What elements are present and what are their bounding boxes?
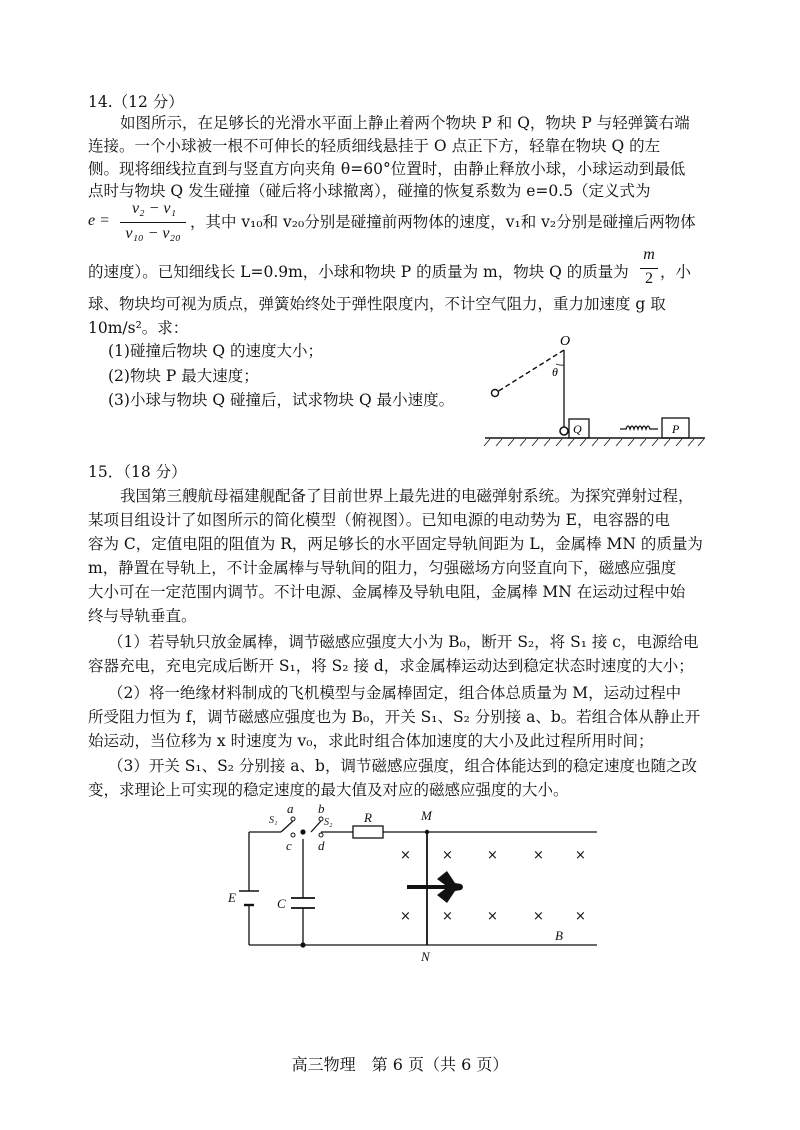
q15-sub-1a: （1）若导轨只放金属棒，调节磁感应强度大小为 B₀，断开 S₂，将 S₁ 接 c，电源给电 xyxy=(108,633,699,651)
q15-sub-2b: 所受阻力恒为 f，调节磁感应强度也为 B₀，开关 S₁、S₂ 分别接 a、b。若组合体从静止开 xyxy=(88,708,701,726)
eq-denominator: v₁₀ − v₂₀ xyxy=(125,225,181,242)
fig15-label-b: b xyxy=(318,801,325,816)
q15-line-1: 我国第三艘航母福建舰配备了目前世界上最先进的电磁弹射系统。为探究弹射过程， xyxy=(120,487,694,505)
q15-sub-1b: 容器充电，充电完成后断开 S₁，将 S₂ 接 d，求金属棒运动达到稳定状态时速度的大小； xyxy=(88,657,694,675)
q14-line-after-1: 球、物块均可视为质点，弹簧始终处于弹性限度内，不计空气阻力，重力加速度 g 取 xyxy=(88,295,666,313)
q14-line-mass: 的速度）。已知细线长 L=0.9m，小球和物块 P 的质量为 m，物块 Q 的质量为 xyxy=(88,263,629,281)
q15-sub-2c: 始运动，当位移为 x 时速度为 v₀，求此时组合体加速度的大小及此过程所用时间； xyxy=(88,732,654,750)
q15-circuit-figure xyxy=(225,795,605,965)
q14-line-2: 连接。一个小球被一根不可伸长的轻质细线悬挂于 O 点正下方，轻靠在物块 Q 的左 xyxy=(88,137,661,155)
fig14-label-theta: θ xyxy=(552,365,558,379)
fig15-label-d: d xyxy=(318,838,325,853)
fig15-label-B: B xyxy=(555,928,563,943)
q14-line-3: 侧。现将细线拉直到与竖直方向夹角 θ=60°位置时，由静止释放小球，小球运动到最低 xyxy=(88,160,686,178)
q14-line-1: 如图所示，在足够长的光滑水平面上静止着两个物块 P 和 Q，物块 P 与轻弹簧右端 xyxy=(120,114,690,132)
fig14-label-O: O xyxy=(560,334,571,349)
fig15-label-E: E xyxy=(228,890,236,905)
q15-header: 15．（18 分） xyxy=(88,463,187,481)
fig15-label-S2: S₂ xyxy=(324,817,333,828)
q15-line-3: 容为 C，定值电阻的阻值为 R，两足够长的水平固定导轨间距为 L，金属棒 MN 的质量为 xyxy=(88,535,703,553)
q14-sub-2: (2)物块 P 最大速度； xyxy=(108,367,259,385)
eq-fraction-bar xyxy=(120,222,186,223)
airplane-icon xyxy=(407,871,463,903)
mass-frac-bar xyxy=(640,268,658,269)
q15-line-5: 大小可在一定范围内调节。不计电源、金属棒及导轨电阻，金属棒 MN 在运动过程中始 xyxy=(88,583,686,601)
fig14-label-P: P xyxy=(672,422,680,436)
eq-lhs: e = xyxy=(88,212,110,229)
mass-frac-tail: ，小 xyxy=(660,263,692,281)
fig14-label-Q: Q xyxy=(573,422,582,436)
q14-line-after-2: 10m/s²。求： xyxy=(88,319,189,337)
q14-header: 14.（12 分） xyxy=(88,93,184,111)
q15-line-2: 某项目组设计了如图所示的简化模型（俯视图）。已知电源的电动势为 E，电容器的电 xyxy=(88,511,670,529)
q15-sub-3a: （3）开关 S₁、S₂ 分别接 a、b，调节磁感应强度，组合体能达到的稳定速度也随之改 xyxy=(108,757,697,775)
svg-text:×: × xyxy=(442,909,453,924)
svg-text:×: × xyxy=(442,848,453,863)
fig15-label-C: C xyxy=(277,896,286,911)
mass-frac-den: 2 xyxy=(645,270,653,287)
q14-sub-3: (3)小球与物块 Q 碰撞后，试求物块 Q 最小速度。 xyxy=(108,391,455,409)
fig15-label-c: c xyxy=(286,838,292,853)
q15-sub-2a: （2）将一绝缘材料制成的飞机模型与金属棒固定，组合体总质量为 M，运动过程中 xyxy=(108,684,682,702)
fig15-label-S1: S₁ xyxy=(269,815,278,826)
fig14-ball-bottom xyxy=(560,427,568,435)
mass-frac-num: m xyxy=(643,246,655,263)
fig15-label-N: N xyxy=(421,949,430,964)
q15-line-6: 终与导轨垂直。 xyxy=(88,607,197,625)
fig15-label-M: M xyxy=(421,808,432,823)
svg-text:×: × xyxy=(400,909,411,924)
svg-text:×: × xyxy=(400,848,411,863)
fig14-spring xyxy=(620,426,658,429)
svg-text:×: × xyxy=(575,909,586,924)
fig15-label-a: a xyxy=(287,801,294,816)
eq-tail: ，其中 v₁₀和 v₂₀分别是碰撞前两物体的速度，v₁和 v₂分别是碰撞后两物体 xyxy=(190,213,696,231)
svg-text:×: × xyxy=(533,909,544,924)
fig14-ground-hatch xyxy=(484,439,704,446)
eq-numerator: v₂ − v₁ xyxy=(131,200,177,217)
q14-sub-1: (1)碰撞后物块 Q 的速度大小； xyxy=(108,342,324,360)
q15-line-4: m，静置在导轨上，不计金属棒与导轨间的阻力，匀强磁场方向竖直向下，磁感应强度 xyxy=(88,559,677,577)
svg-text:×: × xyxy=(487,848,498,863)
svg-text:×: × xyxy=(487,909,498,924)
svg-text:×: × xyxy=(533,848,544,863)
q15-sub-3b: 变，求理论上可实现的稳定速度的最大值及对应的磁感应强度的大小。 xyxy=(88,781,569,799)
page-footer: 高三物理 第 6 页（共 6 页） xyxy=(291,1055,509,1074)
fig14-ball-initial xyxy=(492,390,499,397)
fig15-label-R: R xyxy=(364,810,372,825)
q14-line-4: 点时与物块 Q 发生碰撞（碰后将小球撤离），碰撞的恢复系数为 e=0.5（定义式为 xyxy=(88,182,651,200)
q14-figure xyxy=(480,330,710,455)
svg-text:×: × xyxy=(575,848,586,863)
